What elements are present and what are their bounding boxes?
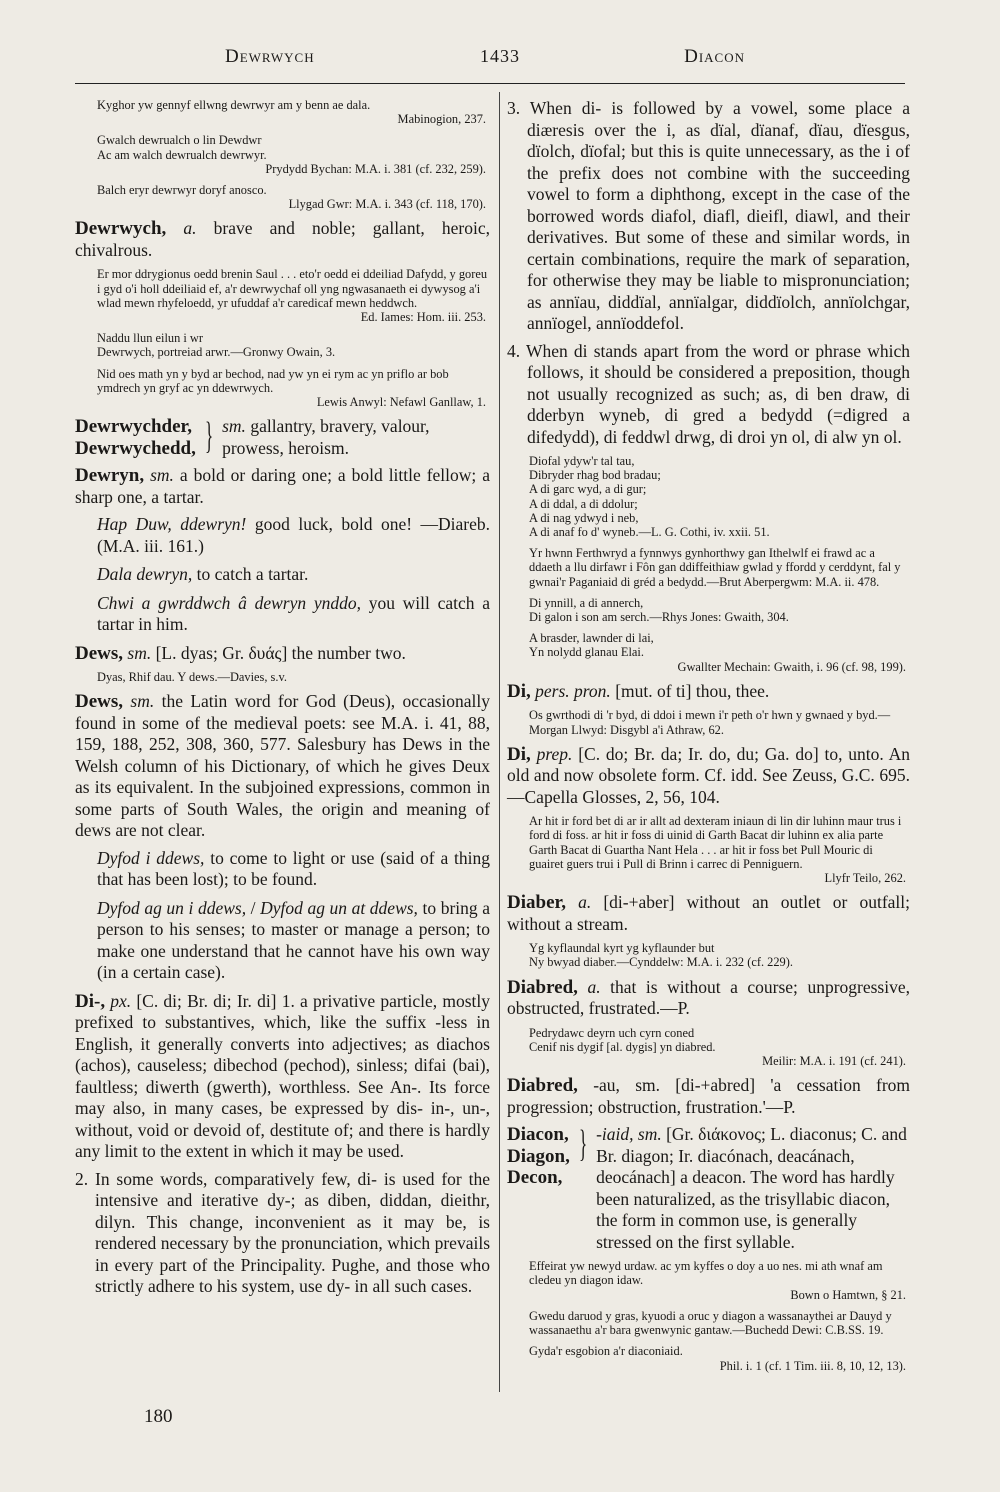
part-of-speech: -au, sm. — [593, 1075, 660, 1096]
headword: Dewrwychder, — [75, 416, 192, 438]
headword: Dews, — [75, 691, 124, 713]
part-of-speech: a. — [587, 976, 601, 997]
quotation: Effeirat yw newyd urdaw. ac ym kyffes o doy a uo nes. mi ath wnaf am cledeu yn diagon idaw. Bown o Hamtwn, § 21. — [529, 1259, 906, 1302]
dictionary-entry — [507, 892, 910, 935]
headword: Dews, — [75, 642, 124, 664]
part-of-speech: prep. — [536, 743, 573, 764]
part-of-speech: px. — [110, 990, 132, 1011]
page-number: 1433 — [480, 46, 520, 66]
headword: Diabred, — [507, 976, 578, 998]
quotation: Gwedu daruod y gras, kyuodi a oruc y diagon a wassanaythei ar Dauyd y wassanaethu a'r bara gwenwynic gantaw.—Buchedd Dewi: C.B.SS. 19. — [529, 1308, 892, 1338]
dictionary-entry — [75, 643, 490, 665]
headword: Diaber, — [507, 892, 566, 914]
headword: Diabred, — [507, 1075, 578, 1097]
part-of-speech: a. — [183, 218, 197, 239]
right-column — [507, 98, 910, 1380]
quotation: Gyda'r esgobion a'r diaconiaid. Phil. i. 1 (cf. 1 Tim. iii. 8, 10, 12, 13). — [529, 1344, 906, 1373]
quotation: Kyghor yw gennyf ellwng dewrwyr am y benn ae dala. Mabinogion, 237. — [97, 98, 486, 127]
quotation: Er mor ddrygionus oedd brenin Saul . . . eto'r oedd ei ddeiliad Dafydd, y goreu i gyd o'i holl ddeiliaid ef, a'r dewrwychaf oll yng ngwasanaeth ei dywysog a'i wlad mewn rhyfeloedd, yr ufuddaf a'r caredicaf mewn heddwch. Ed. Iames: Hom. iii. 253. — [97, 267, 488, 325]
dictionary-entry — [75, 416, 490, 459]
header-right-word: Diacon — [684, 46, 745, 67]
quotation: Diofal ydyw'r tal tau, Dibryder rhag bod bradau; A di garc wyd, a di gur; A di ddal, a di ddolur; A di nag ydwyd i neb, A di anaf fo d' wyneb.—L. G. Cothi, iv. xxii. 51. — [529, 454, 770, 540]
dictionary-entry — [75, 991, 490, 1163]
numbered-sense: 4. When di stands apart from the word or phrase which follows, it should be considered a preposition, though not usually recognized as such; as, di ben draw, di dderbyn wyneb, di gred a bedydd (=digred a difedydd), di feddwl drwg, di droi yn ol, di alw yn ol. — [507, 340, 910, 447]
part-of-speech: a. — [578, 892, 592, 913]
part-of-speech: -iaid, sm. — [596, 1124, 662, 1145]
dictionary-entry — [507, 977, 910, 1020]
headword: Decon, — [507, 1167, 563, 1189]
quotation: Naddu llun eilun i wr Dewrwych, portreiad arwr.—Gronwy Owain, 3. — [97, 331, 336, 360]
quotation: Nid oes math yn y byd ar bechod, nad yw yn ei rym ac yn priflo ar bob ymdrech yn gryf ac yn ddewrwych. Lewis Anwyl: Nefawl Ganllaw, 1. — [97, 366, 486, 410]
brace: } — [204, 415, 214, 458]
quotation: Di ynnill, a di annerch, Di galon i son am serch.—Rhys Jones: Gwaith, 304. — [529, 595, 789, 625]
running-header — [60, 46, 910, 74]
headword: Di, — [507, 743, 531, 765]
quotation: Balch eryr dewrwyr doryf anosco. Llygad Gwr: M.A. i. 343 (cf. 118, 170). — [97, 183, 486, 212]
signature-mark: 180 — [144, 1406, 173, 1427]
brace: } — [578, 1123, 588, 1166]
definition: [mut. of ti] thou, thee. — [615, 680, 770, 701]
definition: a bold or daring one; a bold little fellow; a sharp one, a tartar. — [75, 465, 491, 507]
headword: Dewrwych, — [75, 218, 167, 240]
headword: Diagon, — [507, 1145, 570, 1167]
quotation: Yr hwnn Ferthwryd a fynnwys gynhorthwy gan Ithelwlf ei frawd ac a ddaeth a llu dirfawr i Fôn gan ddiffeithiaw gwlad y ffordd y cerddynt, fal y gwnai'r Paganiaid di gréd a bedydd.—Brut Aberpergwm: M.A. ii. 478. — [529, 546, 901, 589]
numbered-sense: 2. In some words, comparatively few, di- is used for the intensive and iterative dy-; as diben, diddan, dieithr, dilyn. This change, inconvenient as it may be, is rendered necessary by the pronunciation, which prevails in every part of the Principality. Pughe, and those who strictly adhere to his system, use dy- in all such cases. — [75, 1168, 490, 1297]
definition: [di-+aber] without an outlet or outfall; without a stream. — [507, 892, 910, 934]
example-phrase: Dala dewryn, to catch a tartar. — [97, 564, 309, 585]
definition: [di-+abred] 'a cessation from progression; obstruction, frustration.'—P. — [507, 1075, 911, 1117]
dictionary-entry — [507, 1124, 910, 1253]
part-of-speech: pers. pron. — [535, 680, 611, 701]
definition: [L. dyas; Gr. δυάς] the number two. — [155, 642, 406, 663]
numbered-sense: 3. When di- is followed by a vowel, some place a diæresis over the i, as dïal, dïanaf, dïau, dïesgus, dïolch, dïofal; but this is quite unnecessary, as the i of the prefix does not combine with the succeeding vowel to form a diphthong, except in the case of the borrowed words diafol, diafl, dieifl, diawl, and their derivatives. But some of these and similar words, in certain combinations, require the mark of separation, for otherwise they may be liable to mispronunciation; as annïau, diddïal, annïalgar, diddïolch, annïolchgar, annïogel, annïoddefol. — [507, 98, 910, 333]
part-of-speech: sm. — [150, 465, 174, 486]
dictionary-entry — [75, 465, 490, 508]
quotation: Os gwrthodi di 'r byd, di ddoi i mewn i'r peth o'r hwn y gwnaed y byd.—Morgan Llwyd: Disgybl a'i Athraw, 62. — [529, 708, 891, 737]
quotation: Dyas, Rhif dau. Y dews.—Davies, s.v. — [97, 670, 287, 685]
definition: the Latin word for God (Deus), occasionally found in some of the medieval poets: see M.A. i. 41, 88, 159, 188, 252, 308, 360, 577. Salesbury has Dews in the Welsh column of his Dictionary, of which he gives Deux as its equivalent. In the subjoined expressions, common in some parts of South Wales, the origin and meaning of dews are not clear. — [75, 691, 491, 841]
definition: brave and noble; gallant, heroic, chivalrous. — [75, 218, 491, 260]
quotation: Ar hit ir ford bet di ar ir allt ad dexteram iniaun di lin dir luhinn maur trus i ford di foss. ar hit ir foss di uinid di Garth Bacat dir luhinn ex alia parte Garth Bacat di Guartha Nant Hela . . . ar hit ir foss bet Pull Mouric di guairet guers trui i Pull di Brinn i carrec di Penniguern. Llyfr Teilo, 262. — [529, 814, 906, 886]
headword: Dewryn, — [75, 465, 145, 487]
headword: Diacon, — [507, 1124, 569, 1146]
quotation: A brasder, lawnder di lai, Yn nolydd glanau Elai. Gwallter Mechain: Gwaith, i. 96 (cf. 98, 199). — [529, 631, 906, 674]
column-rule — [499, 92, 500, 1392]
headword: Di-, — [75, 990, 106, 1012]
example-phrase: Dyfod ag un i ddews, / Dyfod ag un at ddews, to bring a person to his senses; to master or manage a person; to make one understand that he cannot have his own way (in a certain case). — [97, 897, 490, 983]
part-of-speech: sm. — [130, 691, 155, 712]
definition: that is without a course; unprogressive, obstructed, frustrated.—P. — [507, 976, 910, 1019]
part-of-speech: sm. — [222, 416, 246, 437]
definition: [Gr. διάκονος; L. diaconus; C. and Br. diagon; Ir. diacónach, deacánach, deocánach] a deacon. The word has hardly been naturalized, as the trisyllabic diacon, the form in common use, is generally stressed on the first syllable. — [596, 1124, 907, 1252]
quotation: Pedrydawc deyrn uch cyrn coned Cenif nis dygif [al. dygis] yn diabred. Meilir: M.A. i. 191 (cf. 241). — [529, 1025, 906, 1069]
example-phrase: Dyfod i ddews, to come to light or use (said of a thing that has been lost); to be found. — [97, 847, 491, 890]
dictionary-entry — [507, 681, 910, 703]
part-of-speech: sm. — [127, 642, 152, 663]
example-phrase: Chwi a gwrddwch â dewryn ynddo, you will catch a tartar in him. — [97, 592, 491, 635]
definition: [C. do; Br. da; Ir. do, du; Ga. do] to, unto. An old and now obsolete form. Cf. idd. See Zeuss, G.C. 695.—Capella Glosses, 2, 56, 104. — [507, 743, 911, 807]
quotation: Yg kyflaundal kyrt yg kyflaunder but Ny bwyad diaber.—Cynddelw: M.A. i. 232 (cf. 229). — [529, 941, 793, 970]
definition: [C. di; Br. di; Ir. di] 1. a privative particle, mostly prefixed to substantives, which, like the suffix -less in English, it generally converts into adjectives; as diachos (achos), causeless; dibechod (pechod), sinless; difai (bai), faultless; diwerth (gwerth), worthless. See An-. Its force may also, in many cases, be expressed by dis- in-, un-, without, void or devoid of, destitute of; and there is hardly any limit to the extent in which it may be used. — [75, 990, 490, 1162]
dictionary-entry — [75, 691, 490, 842]
left-column — [75, 98, 490, 1304]
header-rule — [75, 83, 905, 84]
headword: Di, — [507, 680, 531, 702]
quotation: Gwalch dewrualch o lin Dewdwr Ac am walch dewrualch dewrwyr. Prydydd Bychan: M.A. i. 381 (cf. 232, 259). — [97, 133, 486, 176]
header-left-word: Dewrwych — [225, 46, 315, 67]
dictionary-entry — [75, 218, 490, 261]
definition: gallantry, bravery, valour, prowess, heroism. — [222, 416, 430, 458]
dictionary-entry — [507, 1075, 910, 1118]
example-phrase: Hap Duw, ddewryn! good luck, bold one! —Diareb. (M.A. iii. 161.) — [97, 514, 491, 556]
headword: Dewrwychedd, — [75, 437, 196, 459]
dictionary-entry — [507, 744, 910, 809]
